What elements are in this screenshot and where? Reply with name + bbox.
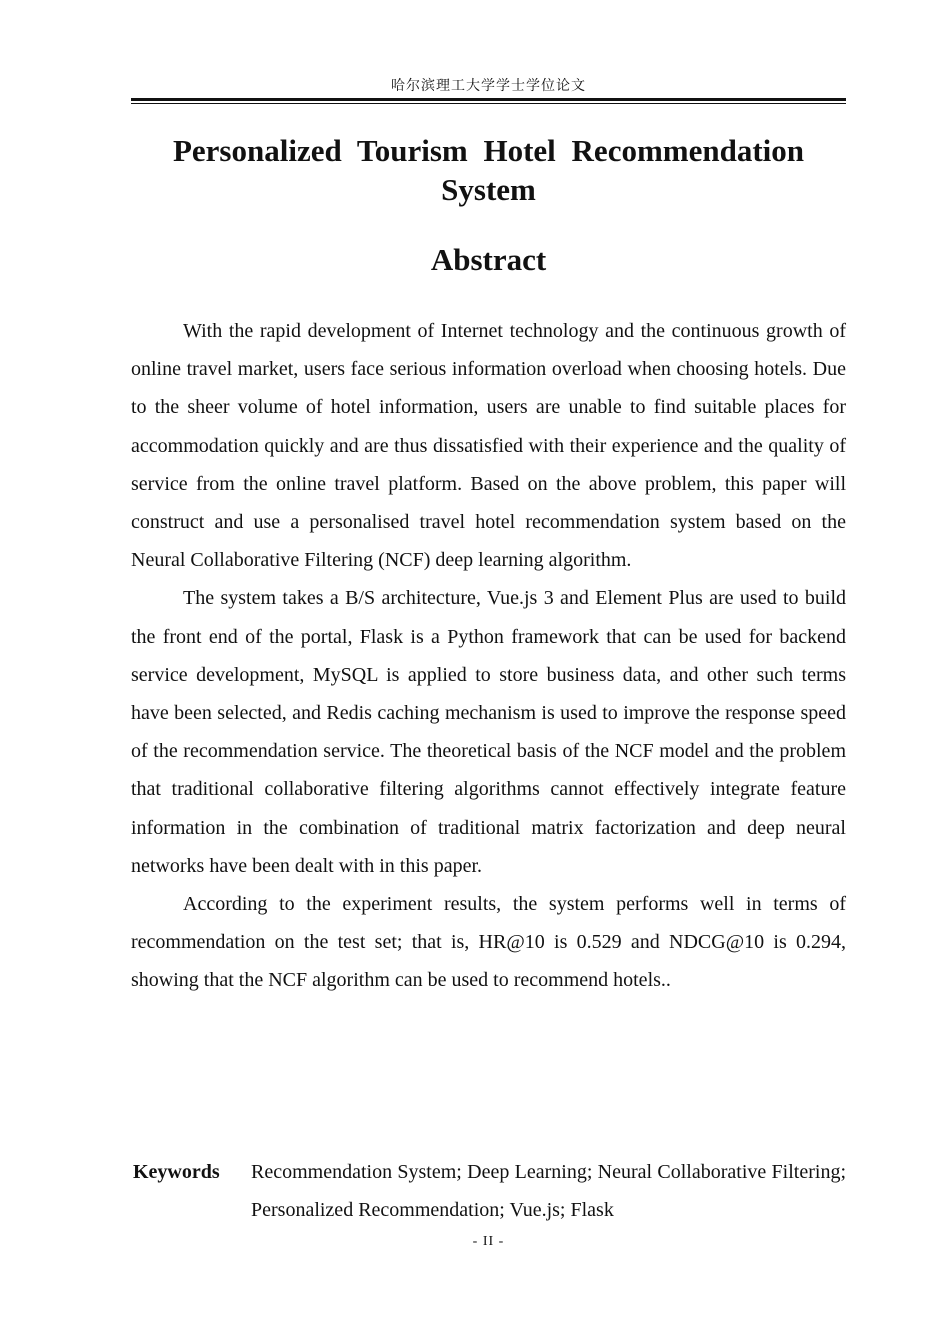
running-header: 哈尔滨理工大学学士学位论文 bbox=[391, 78, 586, 94]
paper-title: Personalized Tourism Hotel Recommendation System bbox=[172, 133, 805, 207]
page-number: - II - bbox=[472, 1234, 505, 1249]
abstract-paragraph-2: The system takes a B/S architecture, Vue.js 3 and Element Plus are used to build the front end of the portal, Flask is a Python framework that can be used for backend service development, MySQL is applied to store business data, and other such terms have been selected, and Redis caching mechanism is used to improve the response speed of the recommendation service. The theoretical basis of the NCF model and the problem that traditional collaborative filtering algorithms cannot effectively integrate feature information in the combination of traditional matrix factorization and deep neural networks have been dealt with in this paper. bbox=[131, 587, 846, 877]
keywords-label: Keywords bbox=[133, 1161, 220, 1183]
keywords-block bbox=[131, 1153, 846, 1229]
abstract-heading: Abstract bbox=[430, 242, 547, 277]
abstract-body bbox=[131, 312, 846, 1000]
abstract-paragraph-3: According to the experiment results, the system performs well in terms of recommendation on the test set; that is, HR@10 is 0.529 and NDCG@10 is 0.294, showing that the NCF algorithm can be used to recommend hotels.. bbox=[131, 893, 846, 992]
abstract-paragraph-1: With the rapid development of Internet technology and the continuous growth of online travel market, users face serious information overload when choosing hotels. Due to the sheer volume of hotel information, users are unable to find suitable places for accommodation quickly and are thus dissatisfied with their experience and the quality of service from the online travel platform. Based on the above problem, this paper will construct and use a personalised travel hotel recommendation system based on the Neural Collaborative Filtering (NCF) deep learning algorithm. bbox=[131, 320, 846, 572]
keywords-text: Recommendation System; Deep Learning; Neural Collaborative Filtering; Personalized Recommendation; Vue.js; Flask bbox=[251, 1161, 846, 1221]
header-rule bbox=[131, 98, 846, 104]
